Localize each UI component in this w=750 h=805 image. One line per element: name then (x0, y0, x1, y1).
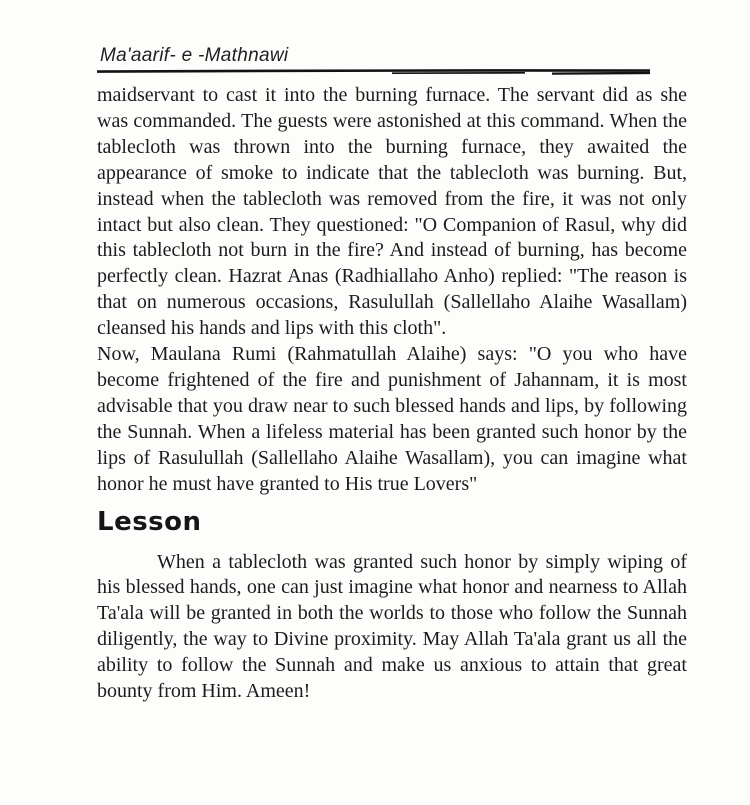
paragraph-rumi-quote: Now, Maulana Rumi (Rahmatullah Alaihe) says: "O you who have become frightened of the fire and punishment of Jahannam, it is most advisable that you draw near to such blessed hands and lips, by following the Sunnah. When a lifeless material has been granted such honor by the lips of Rasulullah (Sallellaho Alaihe Wasallam), you can imagine what honor he must have granted to His true Lovers" (97, 343, 687, 495)
header-rule (97, 67, 650, 76)
lesson-paragraph: When a tablecloth was granted such honor by simply wiping of his blessed hands, one can just imagine what honor and nearness to Allah Ta'ala will be granted in both the worlds to those who follow the Sunnah diligently, the way to Divine proximity. May Allah Ta'ala grant us all the ability to follow the Sunnah and make us anxious to attain that great bounty from Him. Ameen! (97, 550, 687, 703)
paragraph-tablecloth-story: maidservant to cast it into the burning furnace. The servant did as she was commanded. The guests were astonished at this command. When the tablecloth was thrown into the burning furnace, they awaited the appearance of smoke to indicate that the tablecloth was burning. But, instead when the tablecloth was removed from the fire, it was not only intact but also clean. They questioned: "O Companion of Rasul, why did this tablecloth not burn in the fire? And instead of burning, has become perfectly clean. Hazrat Anas (Radhiallaho Anho) replied: "The reason is that on numerous occasions, Rasulullah (Sallellaho Alaihe Wasallam) cleansed his hands and lips with this cloth". (97, 84, 687, 340)
running-header-title: Ma'aarif- e -Mathnawi (100, 45, 289, 66)
lesson-heading: Lesson (97, 506, 202, 537)
running-header (97, 46, 650, 76)
page-body (97, 83, 687, 705)
